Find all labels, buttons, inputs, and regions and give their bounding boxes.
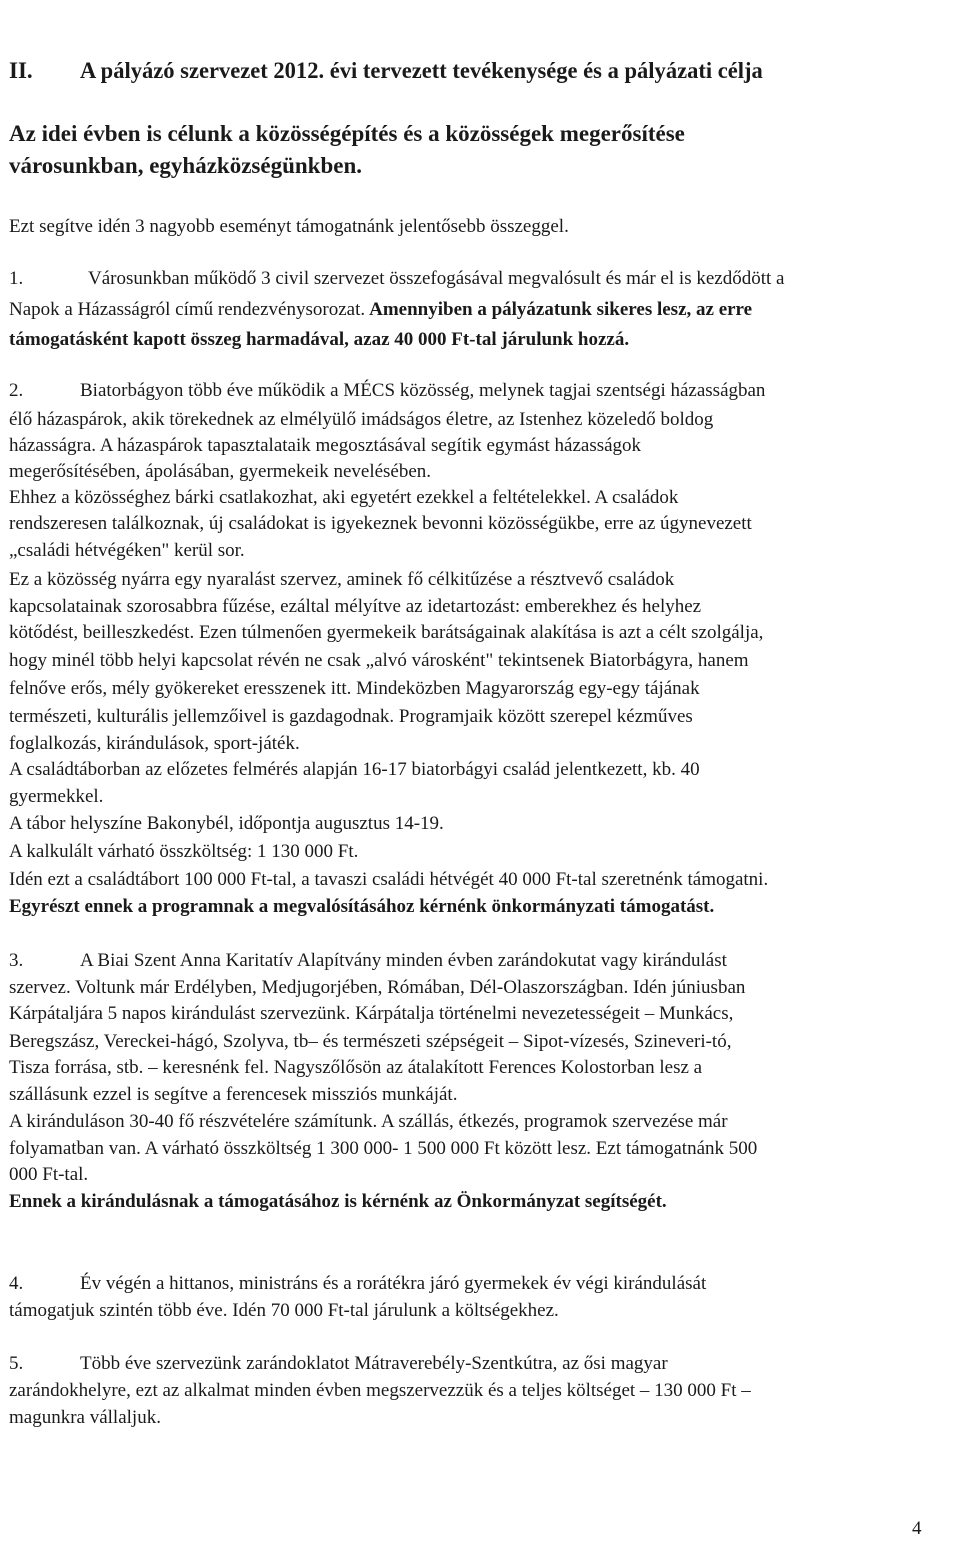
item-2-line: felnőve erős, mély gyökereket eresszenek itt. Mindeközben Magyarország egy-egy tájának — [9, 678, 700, 699]
item-1-line-3: támogatásként kapott összeg harmadával, azaz 40 000 Ft-tal járulunk hozzá. — [9, 329, 630, 350]
item-2-line: Ez a közösség nyárra egy nyaralást szervez, aminek fő célkitűzése a résztvevő családok — [9, 569, 675, 590]
item-3-line: A kiránduláson 30-40 fő részvételére számítunk. A szállás, étkezés, programok szervezése már — [9, 1111, 728, 1132]
item-1-line-2 — [9, 299, 752, 321]
page-number: 4 — [912, 1518, 922, 1539]
item-1-line-1: Városunkban működő 3 civil szervezet összefogásával megvalósult és már el is kezdődött a — [88, 268, 785, 289]
item-4-line-1: Év végén a hittanos, ministráns és a rorátékra járó gyermekek év végi kirándulását — [80, 1273, 707, 1294]
item-2-bold-line: Egyrészt ennek a programnak a megvalósításához kérnénk önkormányzati támogatást. — [9, 896, 715, 917]
section-number: II. — [9, 58, 33, 83]
goal-line-1: Az idei évben is célunk a közösségépítés és a közösségek megerősítése — [9, 121, 685, 146]
item-2-line: „családi hétvégéken" kerül sor. — [9, 540, 245, 561]
item-1-line-2-bold: Amennyiben a pályázatunk sikeres lesz, az erre — [369, 299, 753, 320]
item-3-line-1: A Biai Szent Anna Karitatív Alapítvány minden évben zarándokutat vagy kirándulást — [80, 950, 727, 971]
item-3-bold-line: Ennek a kirándulásnak a támogatásához is kérnénk az Önkormányzat segítségét. — [9, 1191, 667, 1212]
item-2-line: foglalkozás, kirándulások, sport-játék. — [9, 733, 300, 754]
item-2-line: A tábor helyszíne Bakonybél, időpontja augusztus 14-19. — [9, 813, 444, 834]
item-1-number: 1. — [9, 268, 24, 289]
item-2-line: élő házaspárok, akik törekednek az elmélyülő imádságos életre, az Istenhez közeledő boldog — [9, 409, 714, 430]
item-4-line-2: támogatjuk szintén több éve. Idén 70 000 Ft-tal járulunk a költségekhez. — [9, 1300, 559, 1321]
item-2-line: A családtáborban az előzetes felmérés alapján 16-17 biatorbágyi család jelentkezett, kb. 40 — [9, 759, 700, 780]
item-3-line: szállásunk ezzel is segítve a ferencesek missziós munkáját. — [9, 1084, 458, 1105]
section-title: A pályázó szervezet 2012. évi tervezett tevékenysége és a pályázati célja — [80, 58, 763, 83]
item-2-line: hogy minél több helyi kapcsolat révén ne csak „alvó városként" tekintsenek Biatorbágyra, hanem — [9, 650, 749, 671]
item-3-number: 3. — [9, 950, 24, 971]
item-5-line-2: zarándokhelyre, ezt az alkalmat minden évben megszervezzük és a teljes költséget – 130 000 Ft – — [9, 1380, 751, 1401]
item-2-line: kapcsolatainak szorosabbra fűzése, ezáltal mélyítve az idetartozást: emberekhez és helyhez — [9, 596, 702, 617]
item-5-line-1: Több éve szervezünk zarándoklatot Mátraverebély-Szentkútra, az ősi magyar — [80, 1353, 668, 1374]
item-2-line: gyermekkel. — [9, 786, 104, 807]
item-3-line: Kárpátaljára 5 napos kirándulást szervezünk. Kárpátalja történelmi nevezetességeit – Munkács, — [9, 1003, 734, 1024]
item-3-line: szervez. Voltunk már Erdélyben, Medjugorjében, Rómában, Dél-Olaszországban. Idén júniusban — [9, 977, 746, 998]
support-line: Ezt segítve idén 3 nagyobb eseményt támogatnánk jelentősebb összeggel. — [9, 216, 569, 237]
item-2-line-1: Biatorbágyon több éve működik a MÉCS közösség, melynek tagjai szentségi házasságban — [80, 380, 766, 401]
item-2-number: 2. — [9, 380, 24, 401]
item-2-line: természeti, kulturális jellemzőivel is gazdagodnak. Programjaik között szerepel kézműves — [9, 706, 693, 727]
item-3-line: Beregszász, Vereckei-hágó, Szolyva, tb– és természeti szépségeit – Sipot-vízesés, Szineveri-tó, — [9, 1031, 732, 1052]
item-5-number: 5. — [9, 1353, 24, 1374]
item-2-line: házasságra. A házaspárok tapasztalataik megosztásával segítik egymást házasságok — [9, 435, 642, 456]
item-2-line: A kalkulált várható összköltség: 1 130 000 Ft. — [9, 841, 359, 862]
item-3-line: folyamatban van. A várható összköltség 1 300 000- 1 500 000 Ft között lesz. Ezt támogatnánk 500 — [9, 1138, 758, 1159]
item-2-line: kötődést, beilleszkedést. Ezen túlmenően gyermekeik barátságainak alakítása is azt a célt szolgálja, — [9, 622, 764, 643]
item-1-line-2-normal: Napok a Házasságról című rendezvénysorozat. — [9, 299, 366, 320]
item-2-line: Idén ezt a családtábort 100 000 Ft-tal, a tavaszi családi hétvégét 40 000 Ft-tal szeretnénk támogatni. — [9, 869, 769, 890]
item-2-line: rendszeresen találkoznak, új családokat is igyekeznek bevonni közösségükbe, erre az úgynevezett — [9, 513, 752, 534]
item-2-line: Ehhez a közösséghez bárki csatlakozhat, aki egyetért ezekkel a feltételekkel. A családok — [9, 487, 679, 508]
item-3-line: Tisza forrása, stb. – keresnénk fel. Nagyszőlősön az átalakított Ferences Kolostorban lesz a — [9, 1057, 703, 1078]
item-4-number: 4. — [9, 1273, 24, 1294]
item-3-line: 000 Ft-tal. — [9, 1164, 89, 1185]
item-5-line-3: magunkra vállaljuk. — [9, 1407, 161, 1428]
item-2-line: megerősítésében, ápolásában, gyermekeik nevelésében. — [9, 461, 432, 482]
goal-line-2: városunkban, egyházközségünkben. — [9, 153, 362, 178]
